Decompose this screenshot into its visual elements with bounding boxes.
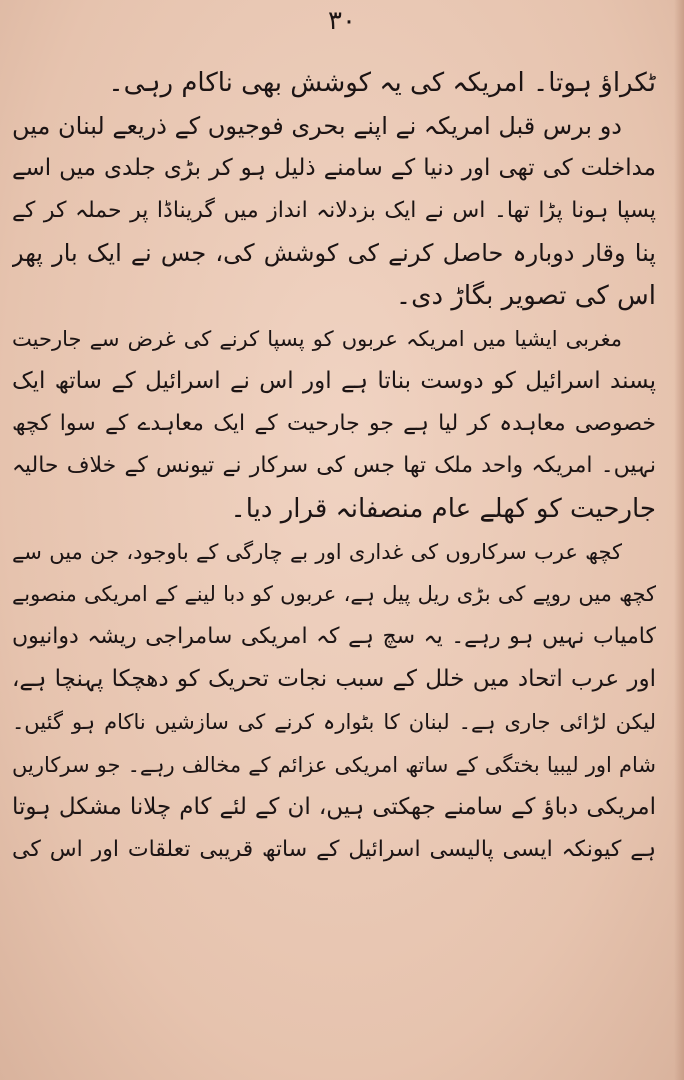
text-line: شام اور لیبیا بختگی کے ساتھ امریکی عزائم کے مخالف رہے۔ جو سرکاریں xyxy=(12,752,656,777)
text-line: ٹکراؤ ہوتا۔ امریکہ کی یہ کوشش بھی ناکام رہی۔ xyxy=(108,68,656,98)
text-line: دو برس قبل امریکہ نے اپنے بحری فوجیوں کے ذریعے لبنان میں xyxy=(12,111,622,140)
text-line: کامیاب نہیں ہو رہے۔ یہ سچ ہے کہ امریکی سامراجی ریشہ دوانیوں xyxy=(12,623,656,649)
page-edge-shadow xyxy=(674,0,684,1080)
text-line: اور عرب اتحاد میں خلل کے سبب نجات تحریک کو دھچکا پہنچا ہے، xyxy=(12,666,656,693)
body-text xyxy=(12,62,656,871)
text-line: ہے کیونکہ ایسی پالیسی اسرائیل کے ساتھ قریبی تعلقات اور اس کی xyxy=(12,836,656,862)
text-line: پسند اسرائیل کو دوست بناتا ہے اور اس نے اسرائیل کے ساتھ ایک xyxy=(12,368,656,395)
text-line: خصوصی معاہدہ کر لیا ہے جو جارحیت کے ایک معاہدے کے سوا کچھ xyxy=(12,410,656,436)
text-line: اس کی تصویر بگاڑ دی۔ xyxy=(395,280,656,311)
text-line: کچھ عرب سرکاروں کی غداری اور بے چارگی کے باوجود، جن میں سے xyxy=(12,539,622,564)
text-line: مغربی ایشیا میں امریکہ عربوں کو پسپا کرنے کی غرض سے جارحیت xyxy=(12,326,622,351)
page-number: ۳۰ xyxy=(328,6,356,36)
text-line: مداخلت کی تھی اور دنیا کے سامنے ذلیل ہو کر بڑی جلدی میں اسے xyxy=(12,155,656,182)
text-line: نہیں۔ امریکہ واحد ملک تھا جس کی سرکار نے تیونس کے خلاف حالیہ xyxy=(12,453,656,479)
text-line: لیکن لڑائی جاری ہے۔ لبنان کا بٹوارہ کرنے کی سازشیں ناکام ہو گئیں۔ xyxy=(12,709,656,734)
text-line: پسپا ہونا پڑا تھا۔ اس نے ایک بزدلانہ انداز میں گریناڈا پر حملہ کر کے xyxy=(12,197,656,223)
text-line: پنا وقار دوبارہ حاصل کرنے کی کوشش کی، جس نے ایک بار پھر xyxy=(12,239,656,268)
text-line: کچھ میں روپے کی بڑی ریل پیل ہے، عربوں کو دبا لینے کے امریکی منصوبے xyxy=(12,582,656,607)
text-line: امریکی دباؤ کے سامنے جھکتی ہیں، ان کے لئے کام چلانا مشکل ہوتا xyxy=(12,794,656,821)
text-line: جارحیت کو کھلے عام منصفانہ قرار دیا۔ xyxy=(230,493,656,524)
